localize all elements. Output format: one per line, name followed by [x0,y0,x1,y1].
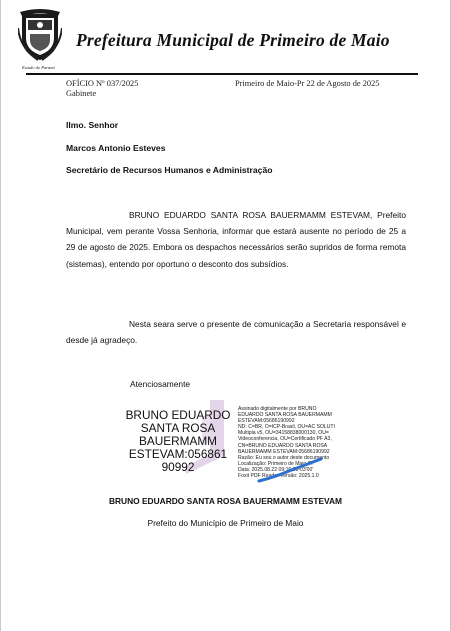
letterhead-title: Prefeitura Municipal de Primeiro de Maio [76,30,390,50]
state-caption: Estado do Paraná [22,65,55,70]
signature-detail-line: Foxit PDF Reader Versão: 2025.1.0 [238,473,319,480]
signature-detail-line: CN=BRUNO EDUARDO SANTA ROSA [238,442,328,449]
signature-name-line: ESTEVAM:056861 [128,447,228,461]
document-date: Primeiro de Maio-Pr 22 de Agosto de 2025 [235,79,380,88]
salutation: Ilmo. Senhor [66,120,119,130]
signer-title: Prefeito do Município de Primeiro de Maio [147,518,304,528]
signature-detail-line: Razão: Eu sou o autor deste documento [238,454,330,461]
oficio-number: OFÍCIO Nº 037/2025 [66,79,139,88]
signature-detail-line: Localização: Primeiro de Maio-Pr [238,460,314,467]
letterhead [14,8,434,74]
signature-detail-line: Assinado digitalmente por BRUNO [238,406,317,412]
coat-of-arms-icon [18,8,62,62]
signature-name-line: BAUERMAMM [139,434,217,448]
signature-detail-line: Videoconferencia, OU=Certificado PF A3, [238,436,332,443]
department: Gabinete [66,89,97,98]
signature-detail-line: Data: 2025.08.22 09:16:38-03'00' [238,466,314,473]
signature-detail-line: BAUERMAMM ESTEVAM:05686190992 [238,448,330,455]
signature-detail-line: ESTEVAM:05686190992 [238,418,295,425]
body-paragraph: BRUNO EDUARDO SANTA ROSA BAUERMAMM ESTEVAM, Prefeito Municipal, vem perante Vossa Senhoria, informar que estará ausente no período de 25 a 29 de agosto de 2025. Embora os despachos necessários serão supridos de forma remota (sistemas), entendo por oportuno o desconto dos subsídios. [66,210,406,269]
closing: Atenciosamente [130,379,191,389]
signature-squiggle-icon [255,455,325,485]
signature-detail-line: ND: C=BR, O=ICP-Brasil, OU=AC SOLUTI [238,424,335,431]
recipient-role: Secretário de Recursos Humanos e Administração [66,165,273,175]
header-divider [26,73,418,75]
digital-signature-name [118,409,238,474]
signature-name-line: 90992 [161,460,195,474]
body-paragraph: Nesta seara serve o presente de comunicação a Secretaria responsável e desde já agradeço. [66,319,406,346]
signature-name-line: BRUNO EDUARDO [125,408,231,422]
signer-name: BRUNO EDUARDO SANTA ROSA BAUERMAMM ESTEVAM [108,496,343,506]
recipient-name: Marcos Antonio Esteves [66,143,166,153]
signature-detail-line: EDUARDO SANTA ROSA BAUERMAMM [238,412,332,419]
signature-name-line: SANTA ROSA [140,421,216,435]
signature-detail-line: Multipla v5, OU=34158838000130, OU= [238,430,329,437]
